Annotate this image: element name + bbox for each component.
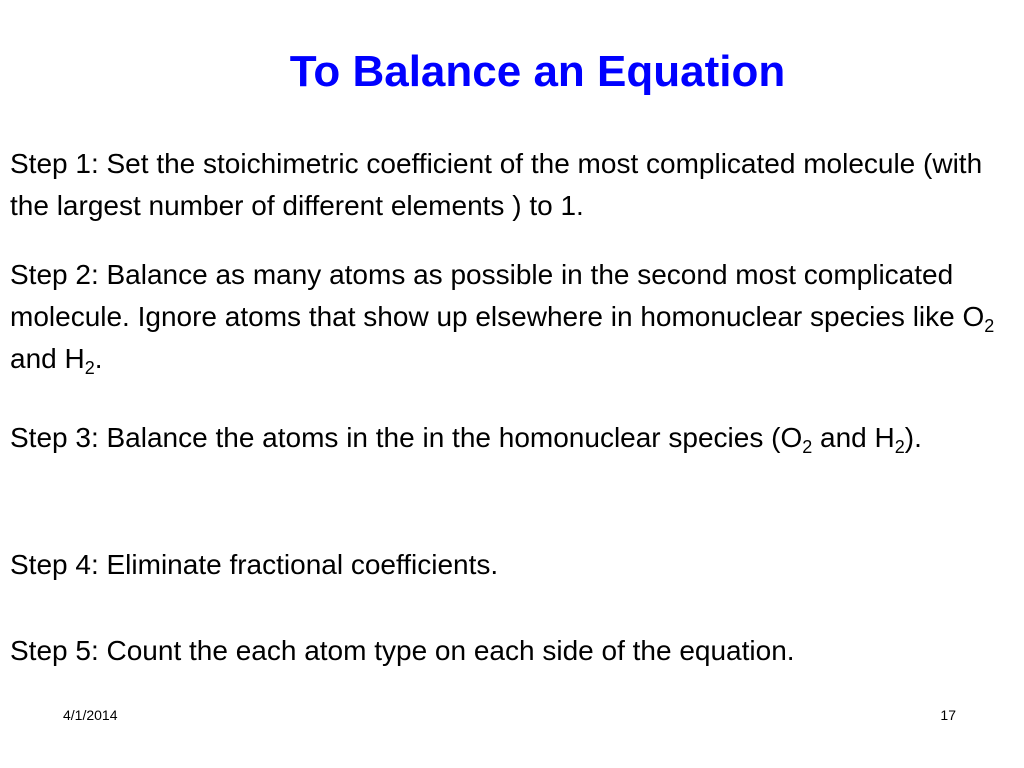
step-3-text-end: ).: [904, 422, 922, 453]
step-1: Step 1: Set the stoichimetric coefficient of the most complicated molecule (with the largest number of different elements ) to 1.: [10, 148, 983, 221]
step-2-text-middle: and H: [10, 343, 85, 374]
step-3-text-middle: and H: [812, 422, 895, 453]
step-5: Step 5: Count the each atom type on each side of the equation.: [10, 635, 795, 666]
page-number: 17: [940, 707, 956, 723]
step-4: Step 4: Eliminate fractional coefficients.: [10, 549, 499, 580]
step-3-subscript-o2: 2: [802, 437, 813, 457]
step-2-subscript-h2: 2: [84, 358, 95, 378]
step-3-subscript-h2: 2: [894, 437, 905, 457]
step-2-text-end: .: [94, 343, 103, 374]
step-2: [10, 254, 1020, 380]
footer-date: 4/1/2014: [63, 707, 118, 723]
step-3: [10, 417, 1020, 459]
step-2-text: Step 2: Balance as many atoms as possible in the second most complicated molecule. Ignore atoms that show up elsewhere in homonuclear species like O: [10, 259, 985, 332]
step-2-subscript-o2: 2: [984, 316, 995, 336]
step-3-text: Step 3: Balance the atoms in the in the homonuclear species (O: [10, 422, 803, 453]
slide-title: To Balance an Equation: [289, 47, 786, 96]
